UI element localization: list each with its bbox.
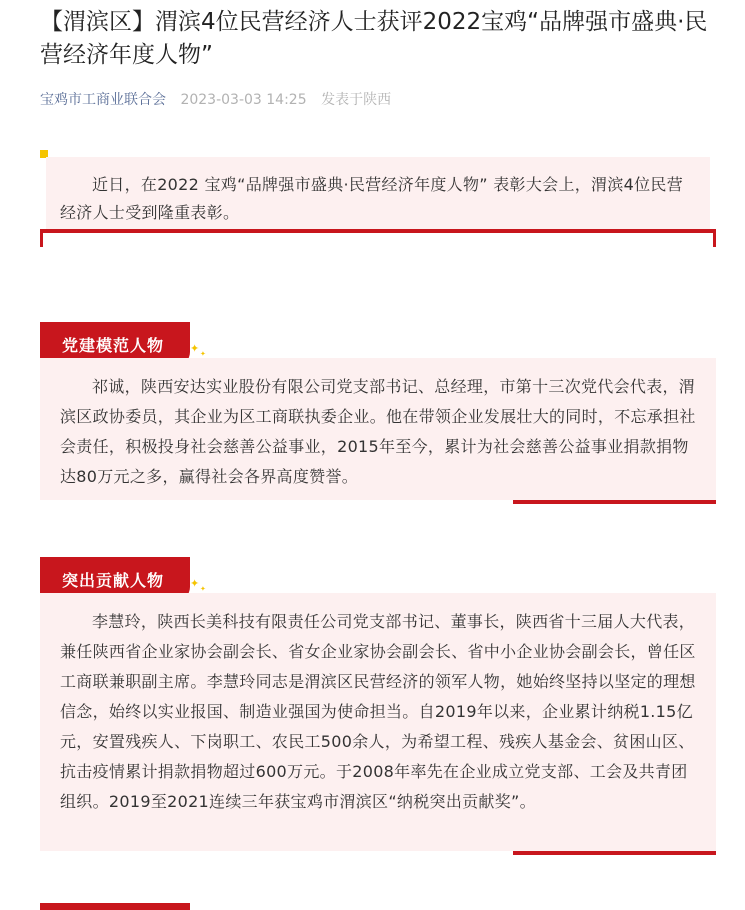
section-body: 李慧玲，陕西长美科技有限责任公司党支部书记、董事长，陕西省十三届人大代表，兼任陕西省企业家协会副会长、省女企业家协会副会长、省中小企业协会副会长，曾任区工商联兼职副主席。李慧玲同志是渭滨区民营经济的领军人物，她始终坚持以坚定的理想信念，始终以实业报国、制造业强国为使命担当。自2019年以来，企业累计纳税1.15亿元，安置残疾人、下岗职工、农民工500余人，为希望工程、残疾人基金会、贫困山区、抗击疫情累计捐款捐物超过600万元。于2008年率先在企业成立党支部、工会及共青团组织。2019至2021连续三年获宝鸡市渭滨区“纳税突出贡献奖”。 [60,612,696,811]
sparkle-icon: ✦ [190,577,200,590]
intro-divider-left [40,229,43,247]
next-section-heading-partial [40,903,190,910]
section-divider [513,500,716,504]
sparkle-icon: ✦ [200,585,206,593]
intro-divider [40,229,716,233]
section-heading-party-model: 党建模范人物 [40,326,190,366]
section-body: 祁诚，陕西安达实业股份有限公司党支部书记、总经理，市第十三次党代会代表，渭滨区政协委员，其企业为区工商联执委企业。他在带领企业发展壮大的同时，不忘承担社会责任，积极投身社会慈善公益事业，2015年至今，累计为社会慈善公益事业捐款捐物达80万元之多，赢得社会各界高度赞誉。 [60,377,696,486]
article-title: 【渭滨区】渭滨4位民营经济人士获评2022宝鸡“品牌强市盛典·民营经济年度人物” [40,9,708,68]
section-panel-outstanding-contribution [40,593,716,851]
section-divider [513,851,716,855]
intro-divider-right [713,229,716,247]
publish-time: 2023-03-03 14:25 [180,92,307,108]
intro-text: 近日，在2022 宝鸡“品牌强市盛典·民营经济年度人物” 表彰大会上，渭滨4位民营经济人士受到隆重表彰。 [60,175,684,222]
sparkle-icon: ✦ [190,342,200,355]
section-panel-party-model [40,358,716,500]
sparkle-icon: ✦ [200,350,206,358]
section-heading-outstanding-contribution: 突出贡献人物 [40,561,190,601]
article-meta [40,89,391,109]
author-link[interactable]: 宝鸡市工商业联合会 [40,92,166,108]
intro-panel [46,157,710,229]
publish-location: 发表于陕西 [321,92,392,108]
